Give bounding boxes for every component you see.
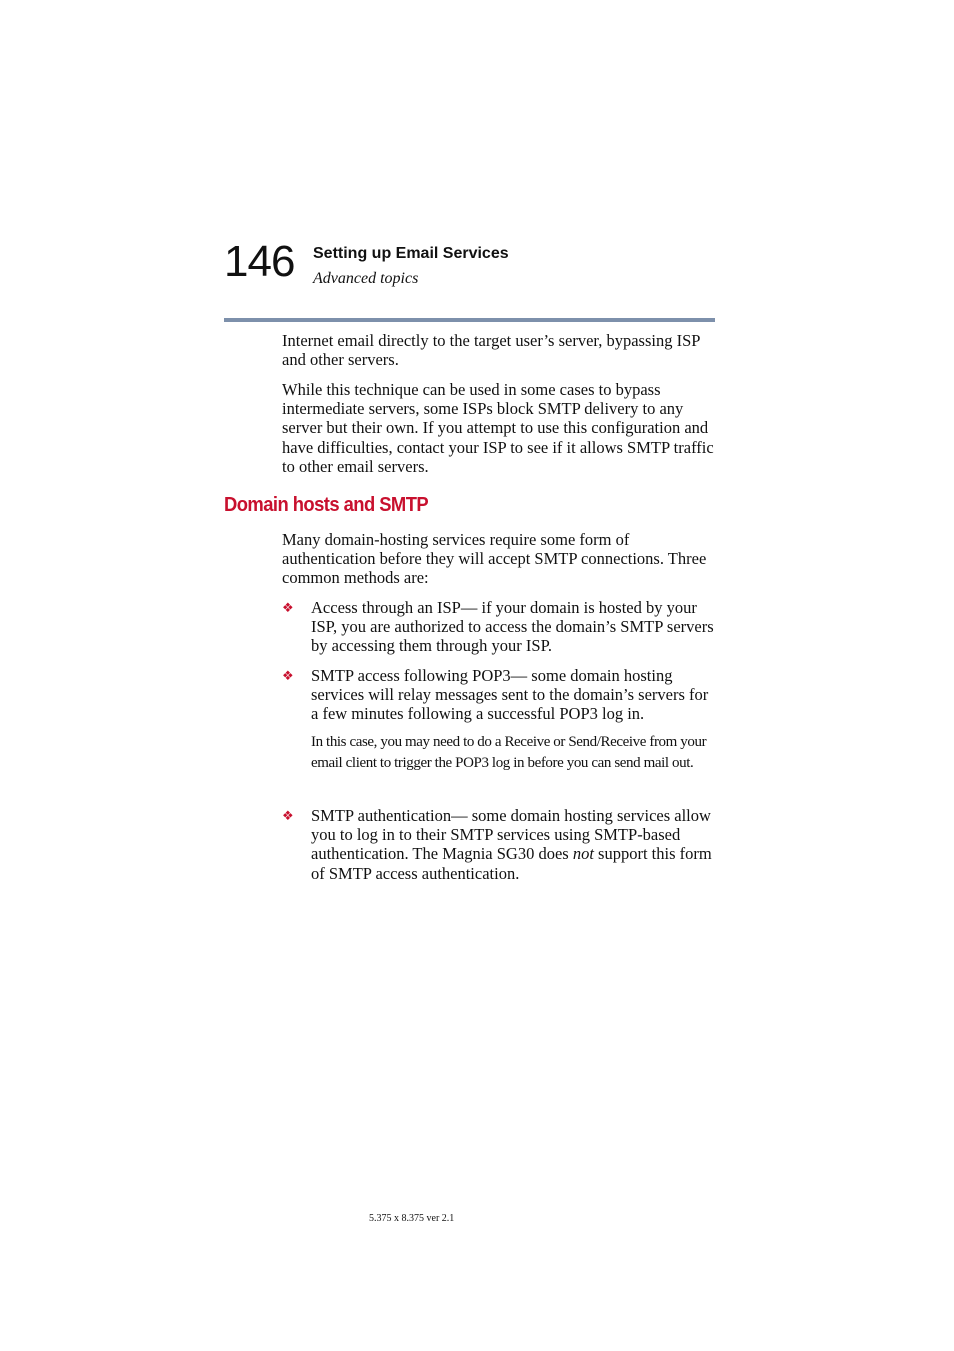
page-number: 146 xyxy=(224,237,295,286)
chapter-title: Setting up Email Services xyxy=(313,245,509,262)
bullet-text: Access through an ISP— if your domain is hosted by your ISP, you are authorized to access the domain’s SMTP servers by accessing them through your ISP. xyxy=(311,598,714,656)
bullet-text-emphasis: not xyxy=(572,844,594,864)
footer-version: 5.375 x 8.375 ver 2.1 xyxy=(369,1213,455,1224)
intro-paragraph-1: Internet email directly to the target user’s server, bypassing ISP and other servers. xyxy=(282,331,700,370)
bullet-text-part: SMTP authentication— some domain hosting services allow you to log in to their SMTP services using SMTP-based authentication. The Magnia SG30 does xyxy=(311,806,711,864)
bullet-text-part: support this form of SMTP access authentication. xyxy=(311,844,712,883)
pop3-note: In this case, you may need to do a Receive or Send/Receive from your email client to trigger the POP3 log in before you can send mail out. xyxy=(311,734,707,771)
diamond-bullet-icon: ❖ xyxy=(282,809,294,824)
diamond-bullet-icon: ❖ xyxy=(282,669,294,684)
section-subtitle: Advanced topics xyxy=(313,270,419,287)
section-intro-paragraph: Many domain-hosting services require some form of authentication before they will accept SMTP connections. Three common methods are: xyxy=(282,530,707,588)
section-heading: Domain hosts and SMTP xyxy=(224,494,429,516)
diamond-bullet-icon: ❖ xyxy=(282,601,294,616)
bullet-text: SMTP access following POP3— some domain hosting services will relay messages sent to the domain’s servers for a few minutes following a successful POP3 log in. xyxy=(311,666,709,724)
intro-paragraph-2: While this technique can be used in some cases to bypass intermediate servers, some ISPs block SMTP delivery to any server but their own. If you attempt to use this configuration and have difficulties, contact your ISP to see if it allows SMTP traffic to other email servers. xyxy=(282,380,714,476)
header-rule xyxy=(224,318,715,322)
bullet-text xyxy=(311,806,719,883)
